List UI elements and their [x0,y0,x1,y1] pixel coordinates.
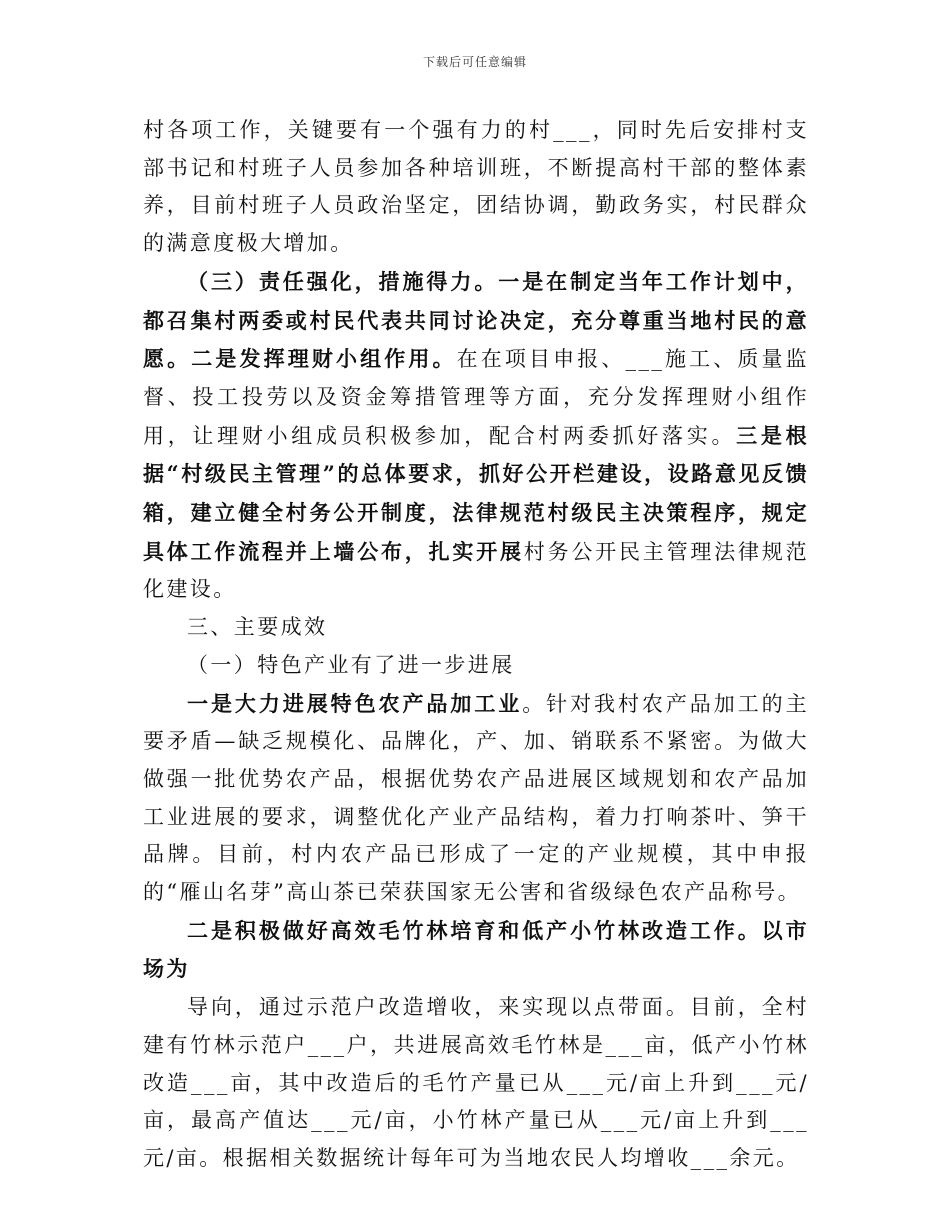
paragraph-bamboo-results: 导向，通过示范户改造增收，来实现以点带面。目前，全村建有竹林示范户___户，共进展高效毛竹林是___亩，低产小竹林改造___亩，其中改造后的毛竹产量已从___元/亩上升到___元/亩，最高产值达___元/亩，小竹林产量已从___元/亩上升到___元/亩。根据相关数据统计每年可为当地农民人均增收___余元。 [143,995,809,1170]
subsection-heading-industry: （一）特色产业有了进一步进展 [187,652,515,677]
text-finance-group: 在在项目申报、___施工、质量监督、投工投劳以及资金筹措管理等方面，充分发挥理财小组作用，让理财小组成员积极参加，配合村两委抓好落实。 [143,347,810,448]
page-header-note: 下载后可任意编辑 [422,55,527,69]
paragraph-agri-processing [143,685,809,912]
bold-text-democratic-management: 三是根据“村级民主管理”的总体要求，抓好公开栏建设，设路意见反馈箱，建立健全村务公开制度，法律规范村级民主决策程序，规定具体工作流程并上墙公布，扎实开展 [143,422,809,564]
bold-text-agri-processing: 一是大力进展特色农产品加工业 [187,690,523,716]
document-body [143,112,809,1178]
paragraph-bamboo-heading [143,912,809,989]
text-agri-processing: 。针对我村农产品加工的主要矛盾—缺乏规模化、品牌化，产、加、销联系不紧密。为做大做强一批优势农产品，根据优势农产品进展区域规划和农产品加工业进展的要求，调整优化产业产品结构，着力打响茶叶、笋干品牌。目前，村内农产品已形成了一定的产业规模，其中申报的“雁山名芽”高山茶已荣获国家无公害和省级绿色农产品称号。 [143,691,809,905]
bold-text-bamboo: 二是积极做好高效毛竹林培育和低产小竹林改造工作。以市场为 [143,917,809,982]
paragraph-cadre-training: 村各项工作，关键要有一个强有力的村___，同时先后安排村支部书记和村班子人员参加各种培训班，不断提高村干部的整体素养，目前村班子人员政治坚定，团结协调，勤政务实，村民群众的满意度极大增加。 [143,118,809,256]
bold-text-responsibility: （三）责任强化，措施得力。一是在制定当年工作计划中，都召集村两委或村民代表共同讨论决定，充分尊重当地村民的意愿。二是发挥理财小组作用。 [143,268,809,372]
paragraph-responsibility [143,263,809,609]
section-heading-main-results: 三、主要成效 [187,615,328,640]
text-democratic-management-tail: 村务公开民主管理法律规范化建设。 [143,539,809,602]
